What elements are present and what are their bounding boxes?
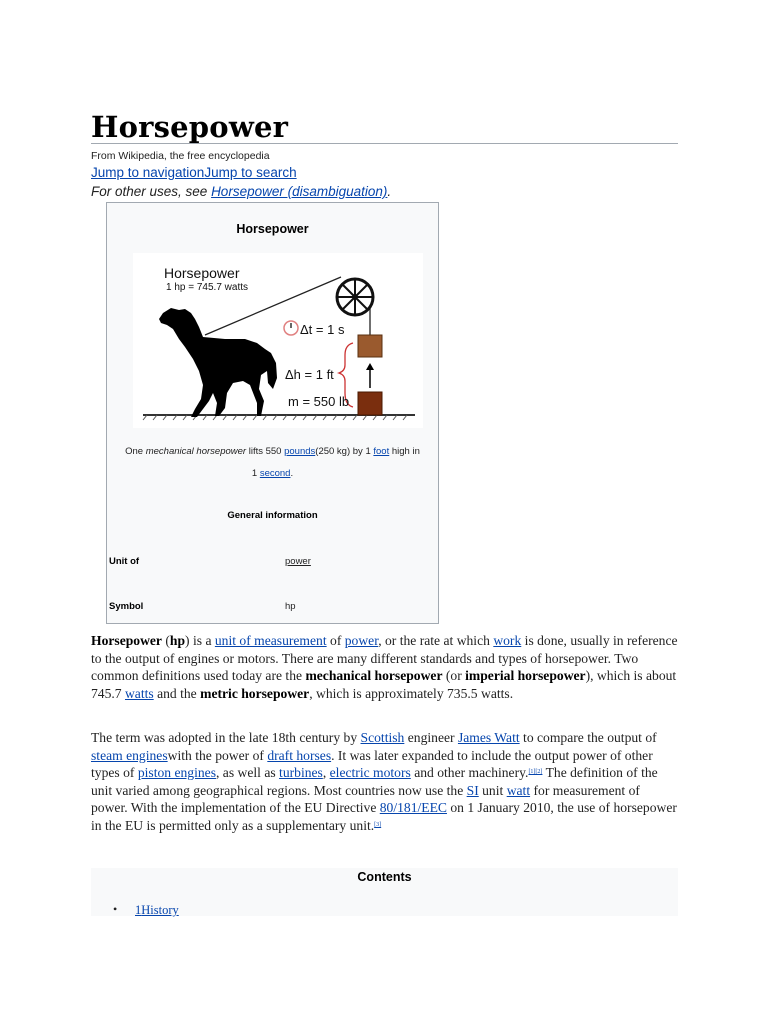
jump-to-search-link[interactable]: Jump to search — [204, 165, 297, 180]
toc-link-history[interactable]: 1History — [135, 903, 179, 917]
si-link[interactable]: SI — [466, 782, 479, 798]
steam-engines-link[interactable]: steam engines — [91, 747, 168, 763]
reference-1-2[interactable]: [1][2] — [528, 769, 543, 776]
diagram-delta-t: Δt = 1 s — [300, 322, 345, 337]
hatnote: For other uses, see Horsepower (disambiguation). — [91, 184, 392, 199]
diagram-label: Horsepower — [164, 265, 240, 281]
diagram-delta-h: Δh = 1 ft — [285, 367, 334, 382]
power-link[interactable]: power — [285, 556, 311, 567]
watt-link[interactable]: watt — [506, 782, 531, 798]
infobox-title: Horsepower — [236, 222, 309, 236]
diagram-formula: 1 hp = 745.7 watts — [166, 282, 249, 293]
jump-links — [91, 165, 297, 180]
second-link[interactable]: second — [259, 468, 291, 479]
diagram-mass: m = 550 lb — [288, 394, 350, 409]
title-divider — [91, 143, 678, 144]
intro-paragraph: Horsepower (hp) is a unit of measurement of power, or the rate at which work is done, usually in reference to the output of engines or motors. There are many different standards and types of horsepower. Two common definitions used today are the mechanical horsepower (or imperial horsepower), which is about 745.7 watts and the metric horsepower, which is approximately 735.5 watts. — [91, 633, 678, 701]
unit-of-measurement-link[interactable]: unit of measurement — [214, 633, 327, 648]
watts-link[interactable]: watts — [124, 685, 154, 701]
scottish-link[interactable]: Scottish — [360, 730, 405, 745]
electric-motors-link[interactable]: electric motors — [329, 765, 411, 781]
disambiguation-link[interactable]: Horsepower (disambiguation) — [211, 184, 388, 199]
site-tagline: From Wikipedia, the free encyclopedia — [91, 150, 270, 162]
draft-horses-link[interactable]: draft horses — [267, 747, 332, 763]
image-caption: One mechanical horsepower lifts 550 pounds(250 kg) by 1 foot high in 1 second. — [125, 446, 420, 479]
pounds-link[interactable]: pounds — [284, 446, 316, 457]
james-watt-link[interactable]: James Watt — [457, 730, 520, 745]
general-information-heading: General information — [227, 510, 318, 521]
unit-of-label: Unit of — [109, 556, 140, 567]
bullet-icon: • — [113, 902, 118, 916]
page-title: Horsepower — [91, 110, 289, 144]
horsepower-diagram — [133, 253, 423, 428]
foot-link[interactable]: foot — [373, 446, 390, 457]
symbol-value: hp — [285, 601, 296, 612]
history-paragraph: The term was adopted in the late 18th century by Scottish engineer James Watt to compare the output of steam engineswith the power of draft horses. It was later expanded to include the output power of other types of piston engines, as well as turbines, electric motors and other machinery.[1][2] The definition of the unit varied among geographical regions. Most countries now use the SI unit watt for measurement of power. With the implementation of the EU Directive 80/181/EEC on 1 January 2010, the use of horsepower in the EU is permitted only as a supplementary unit.[3] — [91, 730, 677, 833]
directive-link[interactable]: 80/181/EEC — [379, 800, 447, 816]
infobox — [106, 202, 439, 624]
turbines-link[interactable]: turbines — [279, 765, 323, 781]
table-of-contents — [91, 868, 678, 916]
reference-3[interactable]: [3] — [374, 821, 382, 828]
piston-engines-link[interactable]: piston engines — [137, 765, 216, 781]
symbol-label: Symbol — [109, 601, 144, 612]
power-text-link[interactable]: power — [344, 633, 379, 648]
contents-title: Contents — [357, 870, 412, 884]
jump-to-navigation-link[interactable]: Jump to navigation — [91, 165, 205, 180]
work-link[interactable]: work — [493, 633, 522, 648]
